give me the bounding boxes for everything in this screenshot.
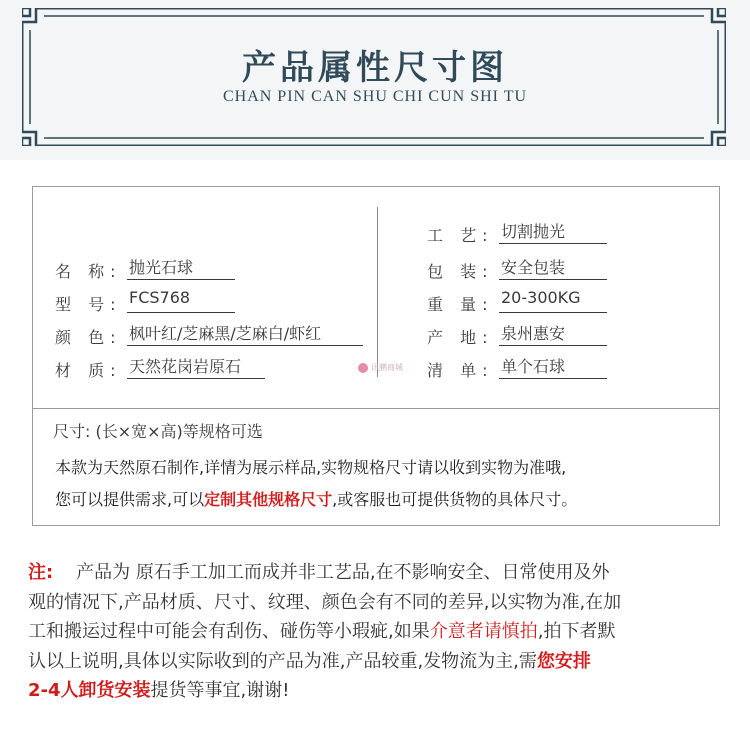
size-description-text: 您可以提供需求,可以 xyxy=(55,490,205,509)
spec-label: 包 装: xyxy=(427,262,494,281)
spec-label: 重 量: xyxy=(427,295,494,314)
unloading-highlight: 2-4人卸货安装 xyxy=(28,680,151,701)
spec-label: 产 地: xyxy=(427,328,494,347)
spec-value: 天然花岗岩原石 xyxy=(127,354,265,379)
size-description-2 xyxy=(55,487,577,510)
spec-label: 材 质: xyxy=(55,361,122,380)
spec-label: 型 号: xyxy=(55,295,122,314)
spec-value: 抛光石球 xyxy=(127,255,235,280)
size-description-text: ,或客服也可提供货物的具体尺寸。 xyxy=(332,490,578,509)
arrange-highlight: 您安排 xyxy=(536,650,591,672)
spec-value: 枫叶红/芝麻黑/芝麻白/虾红 xyxy=(127,321,363,346)
spec-value: 安全包装 xyxy=(499,255,607,280)
spec-table xyxy=(32,186,720,526)
spec-value: 切割抛光 xyxy=(499,219,607,244)
spec-label: 清 单: xyxy=(427,361,494,380)
notice-line: 观的情况下,产品材质、尺寸、纹理、颜色会有不同的差异,以实物为准,在加 xyxy=(28,591,622,613)
custom-size-highlight: 定制其他规格尺寸 xyxy=(204,490,333,509)
notice-mark: 注: xyxy=(28,562,54,583)
spec-label: 工 艺: xyxy=(427,226,494,245)
page-subtitle: CHAN PIN CAN SHU CHI CUN SHI TU xyxy=(222,88,528,105)
size-description-1: 本款为天然原石制作,详情为展示样品,实物规格尺寸请以收到实物为准哦, xyxy=(55,458,567,477)
notice xyxy=(28,558,718,706)
caution-highlight: 介意者请慎拍 xyxy=(429,621,538,642)
watermark-logo-icon xyxy=(358,363,368,373)
spec-value: 20-300KG xyxy=(499,288,607,313)
page-title: 产品属性尺寸图 xyxy=(242,48,508,88)
section-divider xyxy=(33,408,719,409)
spec-label: 颜 色: xyxy=(55,328,122,347)
watermark: 讯鹏商城 xyxy=(358,362,403,373)
size-options: 尺寸: (长×宽×高)等规格可选 xyxy=(53,422,263,441)
spec-value: 单个石球 xyxy=(499,354,607,379)
notice-line: 工和搬运过程中可能会有刮伤、碰伤等小瑕疵,如果介意者请慎拍,拍下者默 xyxy=(28,621,616,642)
spec-value: 泉州惠安 xyxy=(499,321,607,346)
notice-line: 认以上说明,具体以实际收到的产品为准,产品较重,发物流为主,需您安排 xyxy=(28,650,591,672)
spec-value: FCS768 xyxy=(127,288,235,313)
notice-line: 注: 产品为 原石手工加工而成并非工艺品,在不影响安全、日常使用及外 xyxy=(28,562,610,583)
column-divider xyxy=(377,207,378,377)
header-banner xyxy=(0,0,750,160)
notice-line: 2-4人卸货安装提货等事宜,谢谢! xyxy=(28,680,290,701)
spec-label: 名 称: xyxy=(55,262,122,281)
